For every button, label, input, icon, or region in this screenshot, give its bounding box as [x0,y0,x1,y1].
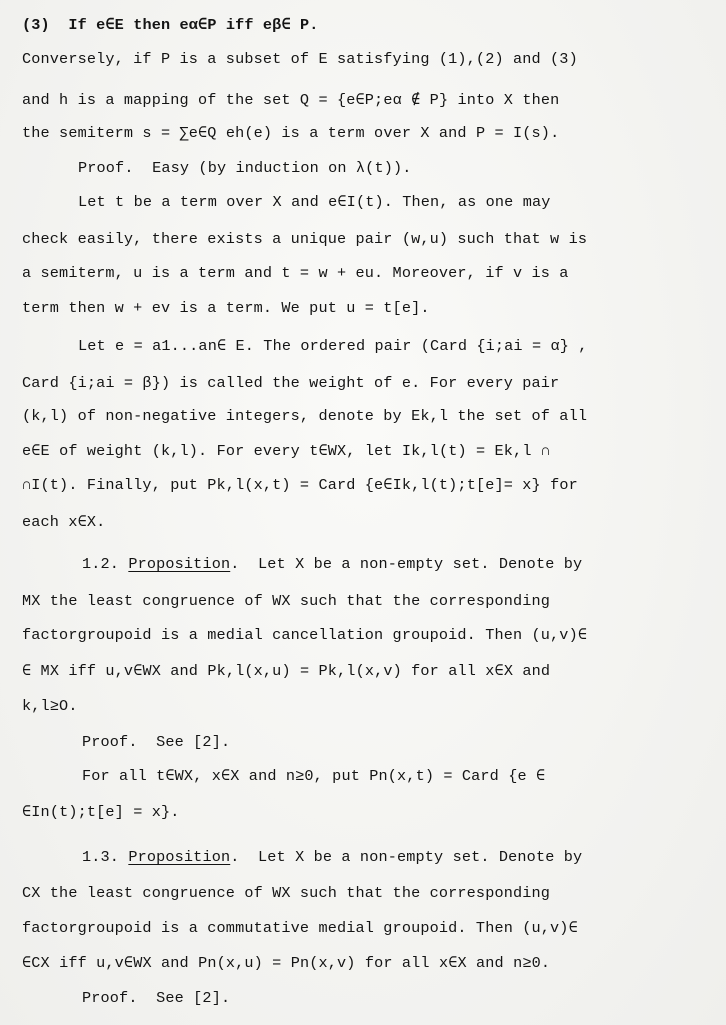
proposition-1-3-line-2: CX the least congruence of WX such that the corresponding [22,884,551,902]
weight-line-4: e∈E of weight (k,l). For every t∈WX, let Ik,l(t) = Ek,l ∩ [22,442,551,460]
pn-line-2: ∈In(t);t[e] = x}. [22,803,180,821]
proposition-word: Proposition [128,848,231,866]
converse-line-3: the semiterm s = ∑e∈Q eh(e) is a term over X and P = I(s). [22,124,560,142]
proposition-word: Proposition [128,555,231,573]
proposition-1-2-line-4: ∈ MX iff u,v∈WX and Pk,l(x,u) = Pk,l(x,v) for all x∈X and [22,662,551,680]
pn-line-1: For all t∈WX, x∈X and n≥0, put Pn(x,t) = Card {e ∈ [82,767,546,785]
pair-line-3: a semiterm, u is a term and t = w + eu. Moreover, if v is a [22,264,569,282]
proposition-1-2-heading: 1.2. Proposition. Let X be a non-empty set. Denote by [82,555,583,573]
proposition-1-3-line-4: ∈CX iff u,v∈WX and Pn(x,u) = Pn(x,v) for all x∈X and n≥0. [22,954,551,972]
weight-line-3: (k,l) of non-negative integers, denote by Ek,l the set of all [22,407,588,425]
pair-line-1: Let t be a term over X and e∈I(t). Then, as one may [78,193,551,211]
proposition-1-2-line-2: MX the least congruence of WX such that the corresponding [22,592,551,610]
weight-line-1: Let e = a1...an∈ E. The ordered pair (Card {i;ai = α} , [78,337,588,355]
proof-see-2-a: Proof. See [2]. [82,733,231,751]
condition-3: (3) If e∈E then eα∈P iff eβ∈ P. [22,16,319,34]
proposition-1-2-line-5: k,l≥O. [22,697,78,715]
proposition-1-3-line-3: factorgroupoid is a commutative medial groupoid. Then (u,v)∈ [22,919,578,937]
weight-line-5: ∩I(t). Finally, put Pk,l(x,t) = Card {e∈Ik,l(t);t[e]= x} for [22,476,578,494]
proposition-1-2-line-3: factorgroupoid is a medial cancellation groupoid. Then (u,v)∈ [22,626,588,644]
proof-easy: Proof. Easy (by induction on λ(t)). [78,159,412,177]
converse-line-1: Conversely, if P is a subset of E satisfying (1),(2) and (3) [22,50,578,68]
pair-line-2: check easily, there exists a unique pair (w,u) such that w is [22,230,588,248]
weight-line-6: each x∈X. [22,513,106,531]
weight-line-2: Card {i;ai = β}) is called the weight of e. For every pair [22,374,560,392]
converse-line-2: and h is a mapping of the set Q = {e∈P;eα ∉ P} into X then [22,91,560,109]
proposition-1-3-heading: 1.3. Proposition. Let X be a non-empty set. Denote by [82,848,583,866]
pair-line-4: term then w + ev is a term. We put u = t[e]. [22,299,430,317]
proof-see-2-b: Proof. See [2]. [82,989,231,1007]
